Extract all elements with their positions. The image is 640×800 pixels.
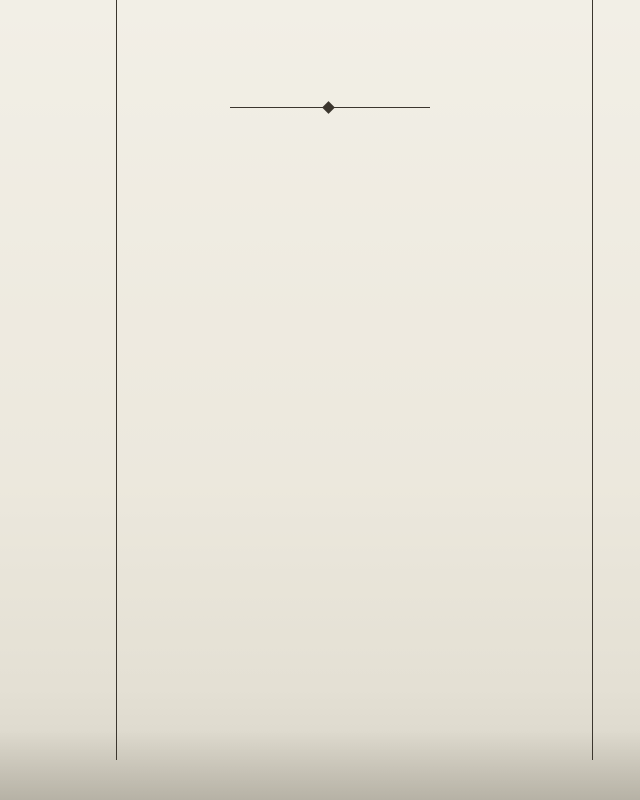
article-separator-ornament	[322, 101, 335, 114]
page-shadow	[0, 730, 640, 800]
column-rule-right	[592, 0, 593, 760]
column-rule-left	[116, 0, 117, 760]
